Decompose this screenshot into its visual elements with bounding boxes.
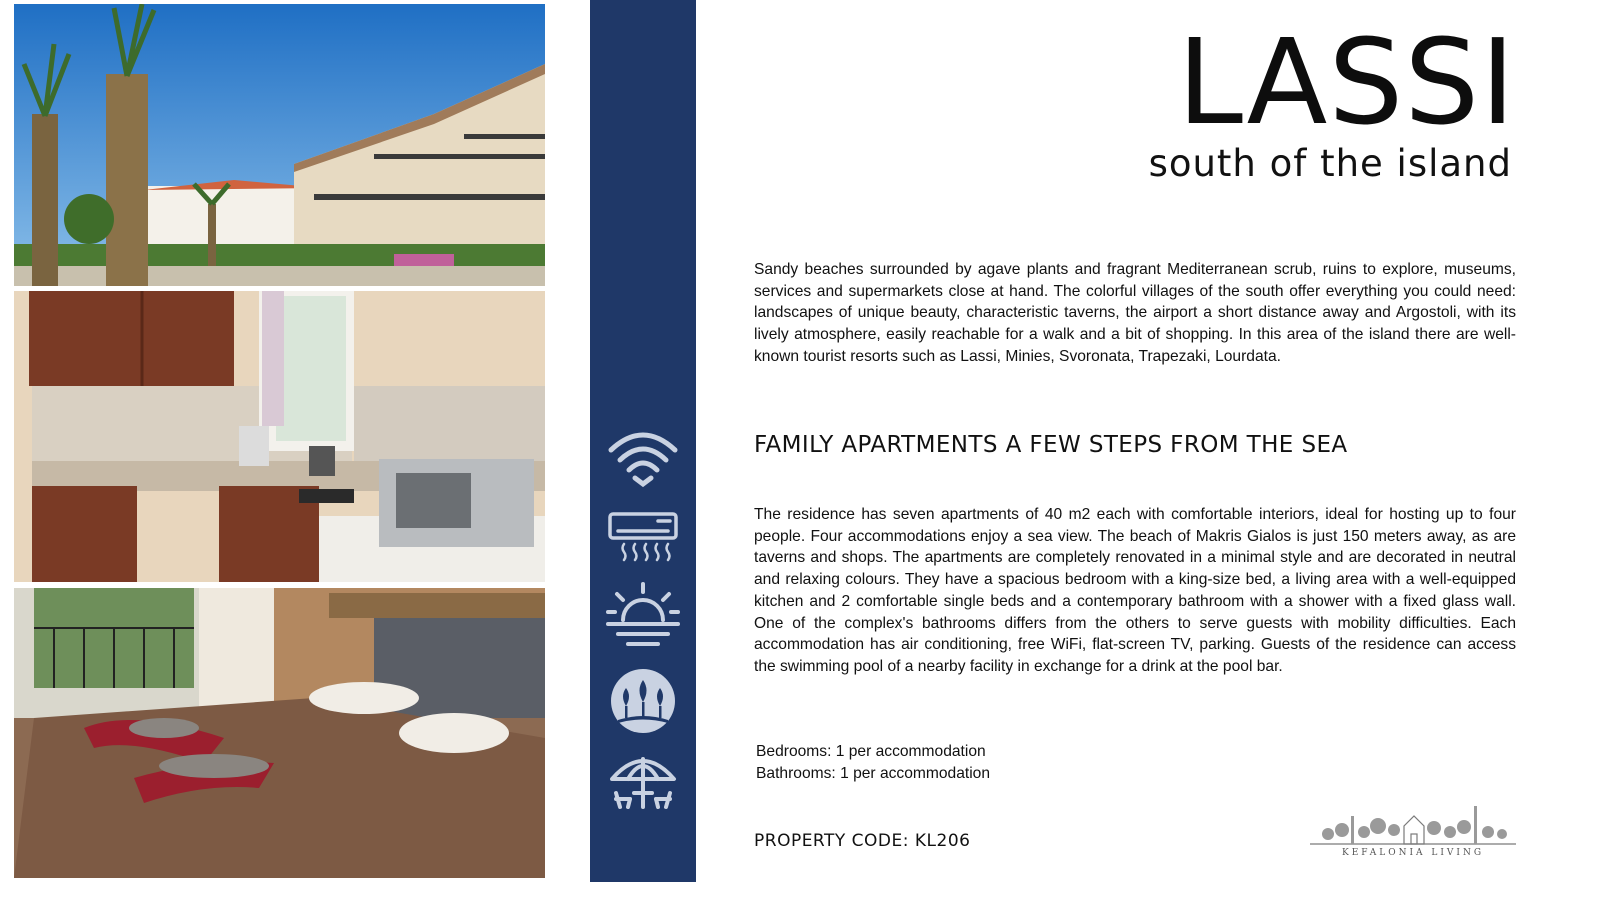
description-paragraph: The residence has seven apartments of 40 m2 each with comfortable interiors, ideal for hosting up to four people. Four accommodations enjoy a sea view. The beach of Makris Gialos is just 150 meters away, as are taverns and shops. The apartments are completely renovated in a minimal style and are decorated in neutral and relaxing colours. They have a spacious bedroom with a king-size bed, a living area with a well-equipped kitchen and 2 comfortable single beds and a contemporary bathroom with a shower with a fixed glass wall. One of the complex's bathrooms differs from the others to serve guests with mobility difficulties. Each accommodation has air conditioning, free WiFi, flat-screen TV, parking. Guests of the residence can access the swimming pool of a nearby facility in exchange for a drink at the pool bar.: [754, 506, 1516, 675]
wifi-icon: [604, 420, 682, 498]
air-conditioner-icon: [604, 498, 682, 576]
garden-icon: [604, 662, 682, 740]
bathrooms-fact: Bathrooms: 1 per accommodation: [756, 764, 991, 782]
amenities-band: [590, 0, 696, 882]
bedroom-photo: [14, 588, 545, 878]
intro-paragraph: Sandy beaches surrounded by agave plants and fragrant Mediterranean scrub, ruins to explore, museums, services and supermarkets close at hand. The colorful villages of the south offer everything you could need: landscapes of unique beauty, characteristic taverns, the airport a short distance away and Argostoli, with its lively atmosphere, easily reachable for a walk and a bit of shopping. In this area of the island there are well-known tourist resorts such as Lassi, Minies, Svoronata, Trapezaki, Lourdata.: [754, 261, 1516, 365]
section-heading: FAMILY APARTMENTS A FEW STEPS FROM THE SEA: [754, 432, 1348, 458]
beach-umbrella-icon: [604, 745, 682, 823]
property-code: PROPERTY CODE: KL206: [754, 831, 971, 851]
building-exterior-photo: [14, 4, 545, 286]
page-title: LASSI: [1177, 13, 1516, 151]
brand-logo-text: KEFALONIA LIVING: [1341, 848, 1485, 858]
page-subtitle: south of the island: [1148, 142, 1512, 185]
brand-logo: [1306, 800, 1520, 864]
facts-list: [756, 741, 990, 784]
bedrooms-fact: Bedrooms: 1 per accommodation: [756, 743, 986, 760]
kitchen-photo: [14, 291, 545, 582]
sunrise-icon: [604, 580, 682, 658]
